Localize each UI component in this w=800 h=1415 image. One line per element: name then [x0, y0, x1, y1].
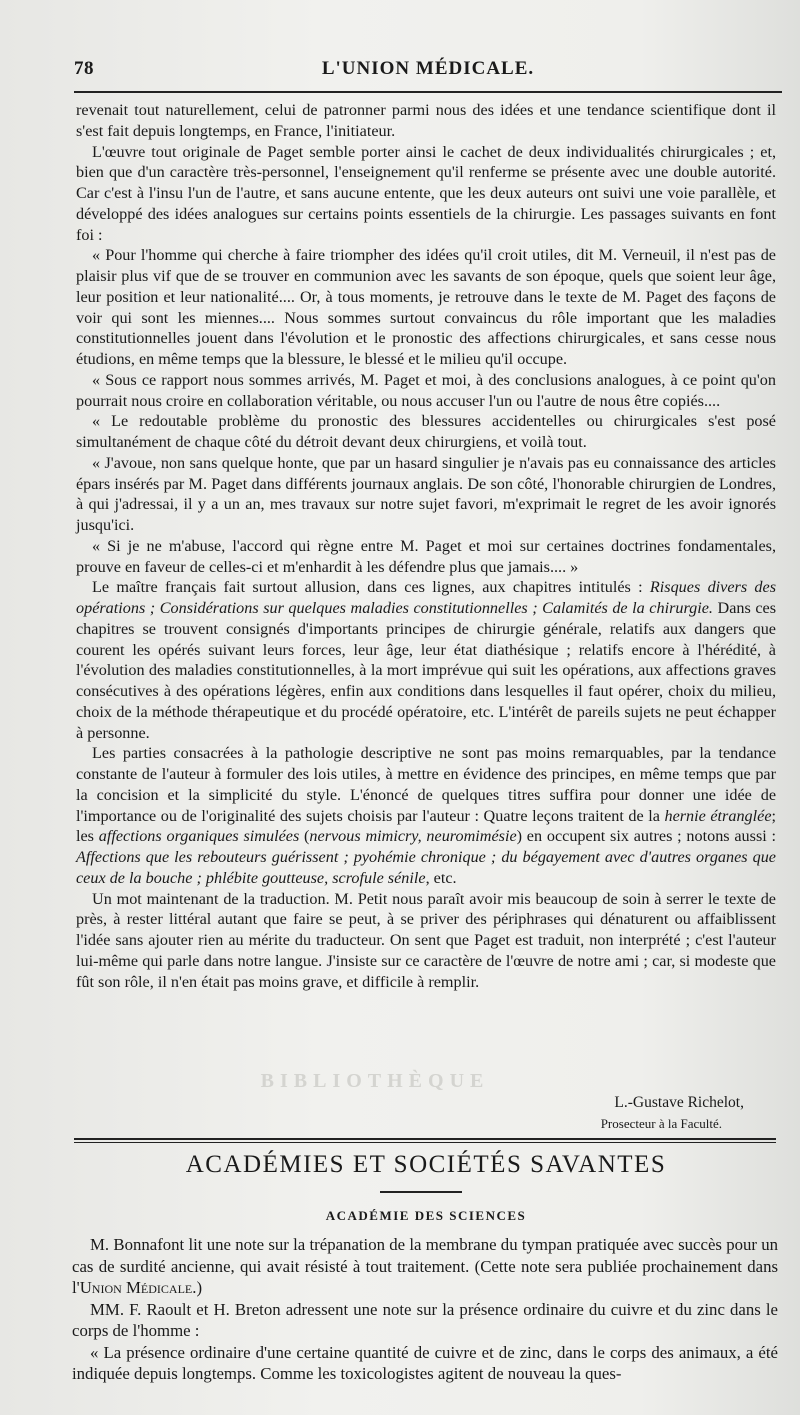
- text-run: , etc.: [425, 868, 457, 887]
- paragraph: L'œuvre tout originale de Paget semble porter ainsi le cachet de deux individualités chirurgicales ; et, bien que d'un caractère très-personnel, l'enseignement qu'il renferme se présente avec une double autorité. Car c'est à l'insu l'un de l'autre, et sans aucune entente, que les deux auteurs ont suivi une voie parallèle, et développé des idées analogues sur certains points essentiels de la chirurgie. Les passages suivants en font foi :: [76, 142, 776, 244]
- signature-title: Prosecteur à la Faculté.: [600, 1116, 722, 1131]
- section-title: ACADÉMIES ET SOCIÉTÉS SAVANTES: [185, 1151, 667, 1178]
- italic-title: affections organiques simulées: [98, 827, 300, 846]
- paragraph: [72, 1234, 778, 1299]
- quote-paragraph: « J'avoue, non sans quelque honte, que par un hasard singulier je n'avais pas eu connaissance des articles épars insérés par M. Paget dans différents journaux anglais. De son côté, l'honorable chirurgien de Londres, à qui j'adressai, il y a un an, mes travaux sur notre sujet favori, m'exprimait le regret de les avoir ignorés jusqu'ici.: [76, 453, 776, 534]
- quote-paragraph: « Pour l'homme qui cherche à faire triompher des idées qu'il croit utiles, dit M. Verneuil, il n'est pas de plaisir plus vif que de se trouver en communion avec les savants de son époque, quels que soient leur âge, leur position et leur nationalité.... Or, à tous moments, je retrouve dans le texte de M. Paget des façons de voir qui sont les miennes.... Nous sommes surtout convaincus du rôle important que les maladies constitutionnelles jouent dans l'évolution et le pronostic des affections chirurgicales, et sans cesse nous étudions, en même temps que la blessure, le blessé et le milieu qu'il occupe.: [76, 246, 776, 368]
- page-number: 78: [74, 58, 94, 79]
- header-rule: [74, 91, 782, 93]
- quote-paragraph: « Le redoutable problème du pronostic des blessures accidentelles ou chirurgicales s'est posé simultanément de chaque côté du détroit devant deux chirurgiens, et voilà tout.: [76, 412, 776, 451]
- text-run: Les parties consacrées à la pathologie descriptive ne sont pas moins remarquables, par la tendance constante de l'auteur à formuler des lois utiles, à mettre en évidence des principes, en même temps que par la concision et la simplicité du style. L'énoncé de quelques titres suffira pour donner une idée de l'importance ou de l'originalité des sujets choisis par l'auteur : Quatre leçons traitent de la: [76, 744, 776, 825]
- text-run: ; les: [76, 806, 776, 846]
- article-body: [76, 100, 776, 992]
- chapter-titles: Risques divers des opérations ; Considérations sur quelques maladies constitutionnelles ; Calamités de la chirurgie.: [76, 578, 777, 617]
- section-subtitle: ACADÉMIE DES SCIENCES: [325, 1208, 527, 1223]
- text-run: ) en occupent six autres ; notons aussi :: [516, 827, 777, 846]
- italic-title: nervous mimicry, neuromimésie: [309, 827, 517, 846]
- title-rule: [380, 1191, 462, 1193]
- text-run: M. Bonnafont lit une note sur la trépanation de la membrane du tympan pratiquée avec succès pour un cas de surdité ancienne, qui avait résisté à tout traitement. (Cette note sera publiée prochainement dans l': [72, 1235, 778, 1297]
- italic-title: hernie étranglée: [664, 806, 772, 825]
- text-run: (: [299, 827, 310, 846]
- paragraph: [76, 743, 776, 888]
- running-title: L'UNION MÉDICALE.: [321, 58, 535, 79]
- signature-name: L.-Gustave Richelot,: [614, 1094, 744, 1111]
- quote-paragraph: « Si je ne m'abuse, l'accord qui règne entre M. Paget et moi sur certaines doctrines fondamentales, prouve en faveur de celles-ci et m'enhardit à les défendre plus que jamais.... »: [76, 536, 776, 576]
- paragraph: Un mot maintenant de la traduction. M. Petit nous paraît avoir mis beaucoup de soin à serrer le texte de près, à rester littéral autant que faire se peut, à se priver des périphrases qui dénaturent ou affaiblissent l'idée sans ajouter rien au mérite du traducteur. On sent que Paget est traduit, non interprété ; c'est l'auteur lui-même qui parle dans notre langue. J'insiste sur ce caractère de l'œuvre de notre ami ; car, si modeste que fût son rôle, il n'en était pas moins grave, et difficile à remplir.: [76, 889, 776, 991]
- bleed-through-stamp: BIBLIOTHÈQUE: [260, 1070, 490, 1092]
- paragraph: MM. F. Raoult et H. Breton adressent une note sur la présence ordinaire du cuivre et du zinc dans le corps de l'homme :: [72, 1299, 778, 1340]
- paragraph: revenait tout naturellement, celui de patronner parmi nous des idées et une tendance scientifique dont il s'est fait depuis longtemps, en France, l'initiateur.: [76, 101, 776, 140]
- quote-paragraph: « Sous ce rapport nous sommes arrivés, M. Paget et moi, à des conclusions analogues, à ce point qu'on pourrait nous croire en collaboration véritable, ou nous accuser l'un ou l'autre de nous être copiés....: [76, 370, 776, 410]
- text-run: Dans ces chapitres se trouvent consignés d'importants principes de chirurgie générale, relatifs aux dangers que courent les opérés suivant leurs forces, leur âge, leur état diathésique ; relatifs encore à l'hérédité, à l'évolution des maladies constitutionnelles, à la mort imprévue qui suit les opérations, aux affections graves consécutives à des opérations légères, enfin aux conditions dans lesquelles il faut opérer, choix du milieu, choix de la méthode thérapeutique et du procédé opératoire, etc. L'intérêt de pareils sujets ne peut échapper à personne.: [76, 599, 776, 742]
- journal-name: Union Médicale: [79, 1278, 193, 1297]
- quote-paragraph: « La présence ordinaire d'une certaine quantité de cuivre et de zinc, dans le corps des animaux, a été indiquée depuis longtemps. Comme les toxicologistes agitent de nouveau la ques-: [72, 1342, 778, 1383]
- text-run: Le maître français fait surtout allusion, dans ces lignes, aux chapitres intitulés :: [92, 578, 650, 597]
- text-run: .): [192, 1278, 203, 1297]
- section-rule-thick: [74, 1138, 776, 1140]
- italic-title: Affections que les rebouteurs guérissent ; pyohémie chronique ; du bégayement avec d'autres organes que ceux de la bouche ; phlébite goutteuse, scrofule sénile: [76, 848, 776, 887]
- page-header: [74, 58, 782, 86]
- section-rule-thin: [74, 1142, 776, 1143]
- section-body: [72, 1234, 778, 1385]
- paragraph: [76, 577, 776, 743]
